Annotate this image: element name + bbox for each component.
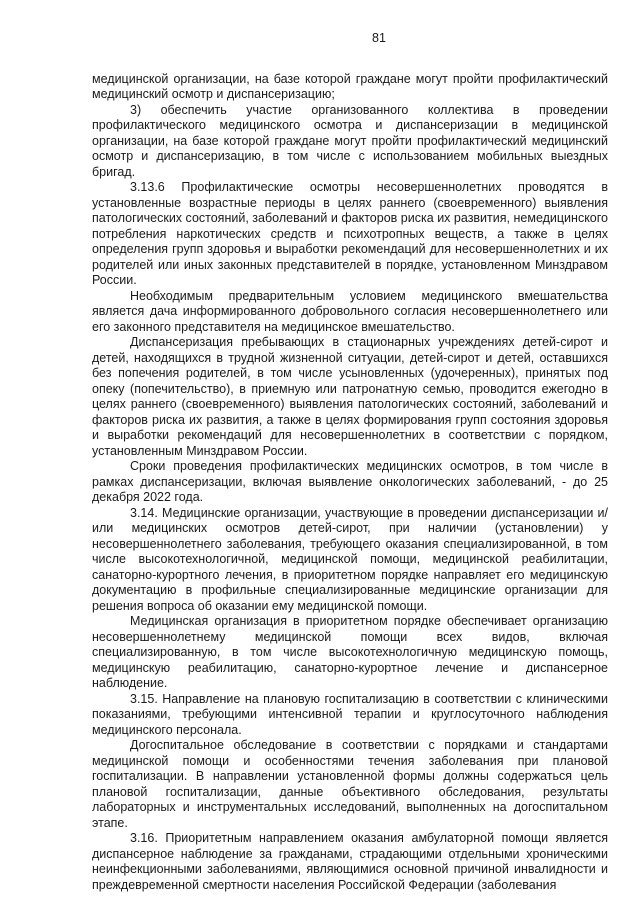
paragraph: Диспансеризация пребывающих в стационарных учреждениях детей-сирот и детей, находящихся в трудной жизненной ситуации, детей-сирот и детей, оставшихся без попечения родителей, в том числе усыновленных (удочеренных), принятых под опеку (попечительство), в приемную или патронатную семью, проводится ежегодно в целях раннего (своевременного) выявления патологических состояний, заболеваний и факторов риска их развития, а также в целях формирования групп состояния здоровья и выработки рекомендаций для несовершеннолетних в соответствии с порядком, установленным Минздравом России. xyxy=(92,335,608,458)
paragraph: Догоспитальное обследование в соответствии с порядками и стандартами медицинской помощи и особенностями течения заболевания при плановой госпитализации. В направлении установленной формы должны содержаться цель плановой госпитализации, данные объективного обследования, результаты лабораторных и инструментальных исследований, выполненных на догоспитальном этапе. xyxy=(92,738,608,830)
paragraph: 3.16. Приоритетным направлением оказания амбулаторной помощи является диспансерное наблюдение за гражданами, страдающими отдельными хроническими неинфекционными заболеваниями, являющимися основной причиной инвалидности и преждевременной смертности населения Российской Федерации (заболевания xyxy=(92,831,608,892)
page-number: 81 xyxy=(372,31,386,45)
paragraph: 3) обеспечить участие организованного коллектива в проведении профилактического медицинского осмотра и диспансеризации в медицинской организации, на базе которой граждане могут пройти профилактический медицинский осмотр и диспансеризацию, в том числе с использованием мобильных выездных бригад. xyxy=(92,102,608,179)
paragraph: 3.14. Медицинские организации, участвующие в проведении диспансеризации и/или медицинских осмотров детей-сирот, при наличии (установлении) у несовершеннолетнего заболевания, требующего оказания специализированной, в том числе высокотехнологичной, медицинской помощи, медицинской реабилитации, санаторно-курортного лечения, в приоритетном порядке направляет его медицинскую документацию в профильные специализированные медицинские организации для решения вопроса об оказании ему медицинской помощи. xyxy=(92,505,608,613)
paragraph: Медицинская организация в приоритетном порядке обеспечивает организацию несовершеннолетнему медицинской помощи всех видов, включая специализированную, в том числе высокотехнологичную медицинскую помощь, медицинскую реабилитацию, санаторно-курортное лечение и диспансерное наблюдение. xyxy=(92,614,608,690)
paragraph: Сроки проведения профилактических медицинских осмотров, в том числе в рамках диспансеризации, включая выявление онкологических заболеваний, - до 25 декабря 2022 года. xyxy=(92,459,608,504)
paragraph: 3.15. Направление на плановую госпитализацию в соответствии с клиническими показаниями, требующими интенсивной терапии и круглосуточного наблюдения медицинского персонала. xyxy=(92,691,608,737)
paragraph: медицинской организации, на базе которой граждане могут пройти профилактический медицинский осмотр и диспансеризацию; xyxy=(92,71,608,101)
paragraph: 3.13.6 Профилактические осмотры несовершеннолетних проводятся в установленные возрастные периоды в целях раннего (своевременного) выявления патологических состояний, заболеваний и факторов риска их развития, немедицинского потребления наркотических средств и психотропных веществ, а также в целях определения групп здоровья и выработки рекомендаций для несовершеннолетних и их родителей или иных законных представителей в порядке, установленном Минздравом России. xyxy=(92,180,608,287)
paragraph: Необходимым предварительным условием медицинского вмешательства является дача информированного добровольного согласия несовершеннолетнего или его законного представителя на медицинское вмешательство. xyxy=(92,288,608,334)
document-body xyxy=(92,72,608,894)
